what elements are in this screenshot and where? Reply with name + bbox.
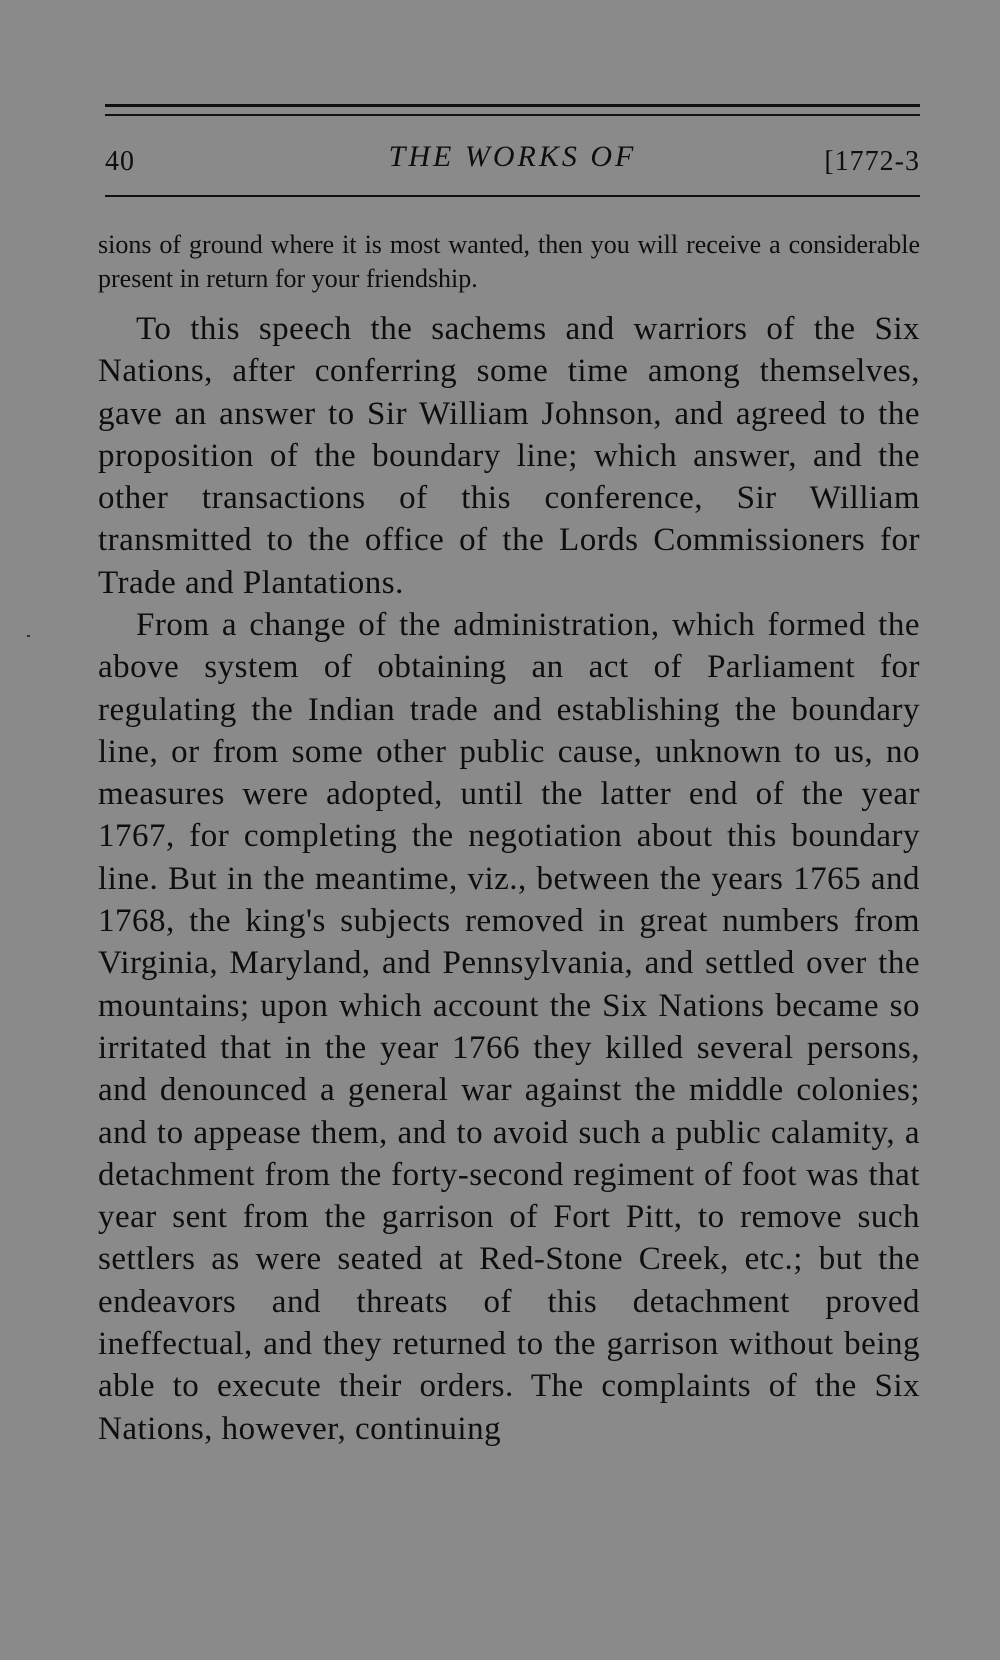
paragraph-1: To this speech the sachems and warriors of the Six Nations, after conferring some time among themselves, gave an answer to Sir William Johnson, and agreed to the proposition of the boundary line; which answer, and the other transactions of this conference, Sir William transmitted to the office of the Lords Commissioners for Trade and Plantations.: [98, 311, 920, 601]
running-title: THE WORKS OF: [388, 140, 637, 173]
continuation-text: sions of ground where it is most wanted, then you will receive a considerable present in return for your friendship.: [98, 230, 920, 293]
header-rule-top: [105, 104, 920, 107]
header-rule-bottom: [105, 195, 920, 197]
page-number: 40: [105, 146, 135, 177]
year-range: [1772-3: [824, 146, 920, 177]
header-rule-top-second: [105, 114, 920, 116]
margin-speck: [27, 635, 30, 637]
running-head: [105, 140, 920, 184]
paragraph-2: From a change of the administration, which formed the above system of obtaining an act of Parliament for regulating the Indian trade and establishing the boundary line, or from some other public cause, unknown to us, no measures were adopted, until the latter end of the year 1767, for completing the negotiation about this boundary line. But in the meantime, viz., between the years 1765 and 1768, the king's subjects removed in great numbers from Virginia, Maryland, and Pennsylvania, and settled over the mountains; upon which account the Six Nations became so irritated that in the year 1766 they killed several persons, and denounced a general war against the middle colonies; and to appease them, and to avoid such a public calamity, a detachment from the forty-second regiment of foot was that year sent from the garrison of Fort Pitt, to remove such settlers as were seated at Red-Stone Creek, etc.; but the endeavors and threats of this detachment proved ineffectual, and they returned to the garrison without being able to execute their orders. The complaints of the Six Nations, however, continuing: [98, 607, 920, 1447]
